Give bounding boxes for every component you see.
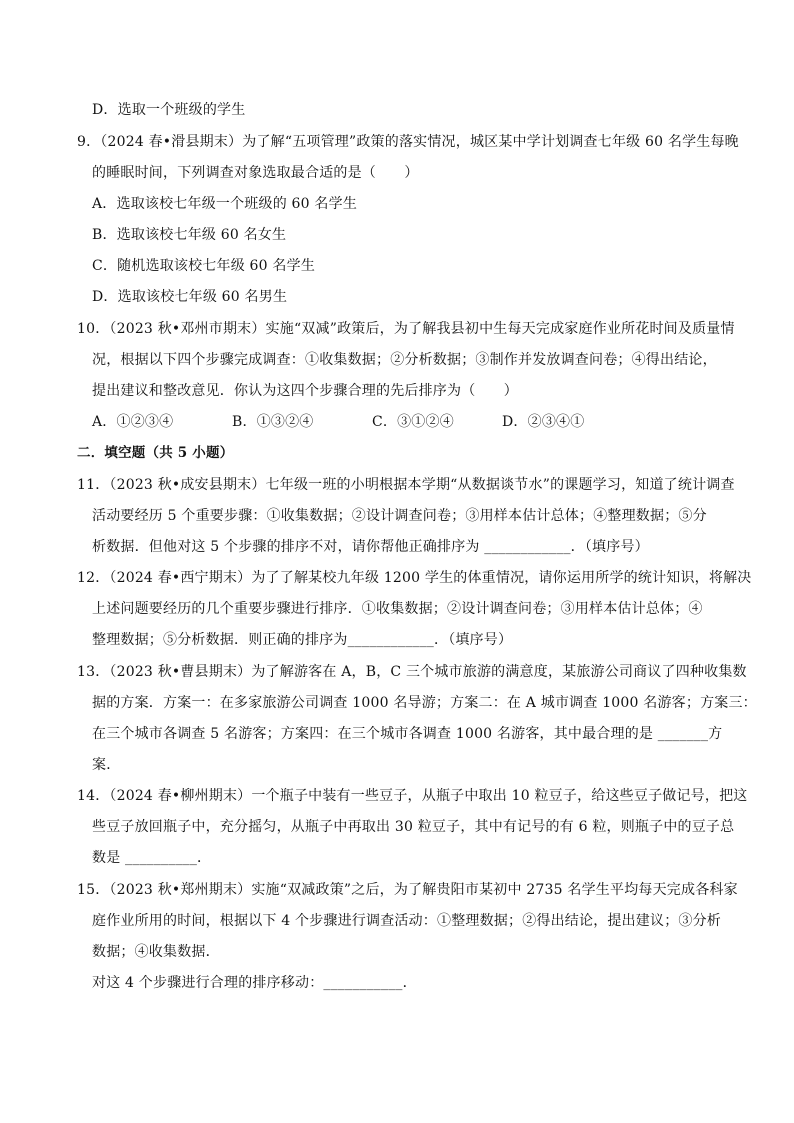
q8-option-d: D．选取一个班级的学生 [92,102,246,118]
q11-stem-line-3: 析数据．但他对这 5 个步骤的排序不对，请你帮他正确排序为 ____________．（填序号） [92,539,649,555]
q14-stem-line-3: 数是 __________． [92,850,212,866]
q15-stem-line-3: 数据；④收集数据． [92,944,220,960]
q9-option-c: C．随机选取该校七年级 60 名学生 [92,258,316,274]
q12-stem-line-1: 12．（2024 春•西宁期末）为了了解某校九年级 1200 学生的体重情况，请你运用所学的统计知识，将解决 [77,570,752,586]
q11-stem-line-2: 活动要经历 5 个重要步骤：①收集数据；②设计调查问卷；③用样本估计总体；④整理数据；⑤分 [92,508,707,524]
q10-options-row [92,412,584,432]
q13-stem-line-3: 在三个城市各调查 5 名游客；方案四：在三个城市各调查 1000 名游客，其中最合理的是 _______方 [92,726,723,742]
q9-stem-line-2: 的睡眠时间，下列调查对象选取最合适的是（ ） [92,165,419,181]
q12-stem-line-3: 整理数据；⑤分析数据．则正确的排序为____________．（填序号） [92,632,513,648]
q13-stem-line-4: 案． [92,757,121,773]
q11-stem-line-1: 11．（2023 秋•成安县期末）七年级一班的小明根据本学期“从数据谈节水”的课题学习，知道了统计调查 [77,477,735,493]
q14-stem-line-1: 14．（2024 春•柳州期末）一个瓶子中装有一些豆子，从瓶子中取出 10 粒豆子，给这些豆子做记号，把这 [77,788,748,804]
q10-stem-line-2: 况，根据以下四个步骤完成调查：①收集数据；②分析数据；③制作并发放调查问卷；④得出结论， [92,352,717,368]
q10-option-b: B．①③②④ [232,414,314,430]
q9-option-a: A．选取该校七年级一个班级的 60 名学生 [92,196,358,212]
q12-stem-line-2: 上述问题要经历的几个重要步骤进行排序．①收集数据；②设计调查问卷；③用样本估计总体；④ [92,601,703,617]
q9-option-b: B．选取该校七年级 60 名女生 [92,227,287,243]
q9-stem-line-1: 9．（2024 春•滑县期末）为了解“五项管理”政策的落实情况，城区某中学计划调查七年级 60 名学生每晚 [77,134,739,150]
q15-stem-line-1: 15．（2023 秋•郑州期末）实施“双减政策”之后，为了解贵阳市某初中 2735 名学生平均每天完成各科家 [77,882,738,898]
q10-stem-line-3: 提出建议和整改意见．你认为这四个步骤合理的先后排序为（ ） [92,383,518,399]
q14-stem-line-2: 些豆子放回瓶子中，充分摇匀，从瓶子中再取出 30 粒豆子，其中有记号的有 6 粒，则瓶子中的豆子总 [92,819,735,835]
q10-option-d: D．②③④① [502,414,585,430]
q10-option-c: C．③①②④ [372,414,454,430]
section-fill-in-title: 二．填空题（共 5 小题） [77,445,234,461]
q15-stem-line-4: 对这 4 个步骤进行合理的排序移动：___________． [92,975,417,991]
q13-stem-line-1: 13．（2023 秋•曹县期末）为了解游客在 A，B，C 三个城市旅游的满意度，某旅游公司商议了四种收集数 [77,664,747,680]
q10-stem-line-1: 10．（2023 秋•邓州市期末）实施“双减”政策后，为了解我县初中生每天完成家庭作业所花时间及质量情 [77,321,735,337]
q15-stem-line-2: 庭作业所用的时间，根据以下 4 个步骤进行调查活动：①整理数据；②得出结论，提出建议；③分析 [92,913,722,929]
q13-stem-line-2: 据的方案．方案一：在多家旅游公司调查 1000 名导游；方案二：在 A 城市调查 1000 名游客；方案三： [92,695,757,711]
q9-option-d: D．选取该校七年级 60 名男生 [92,289,288,305]
q10-option-a: A．①②③④ [92,414,174,430]
